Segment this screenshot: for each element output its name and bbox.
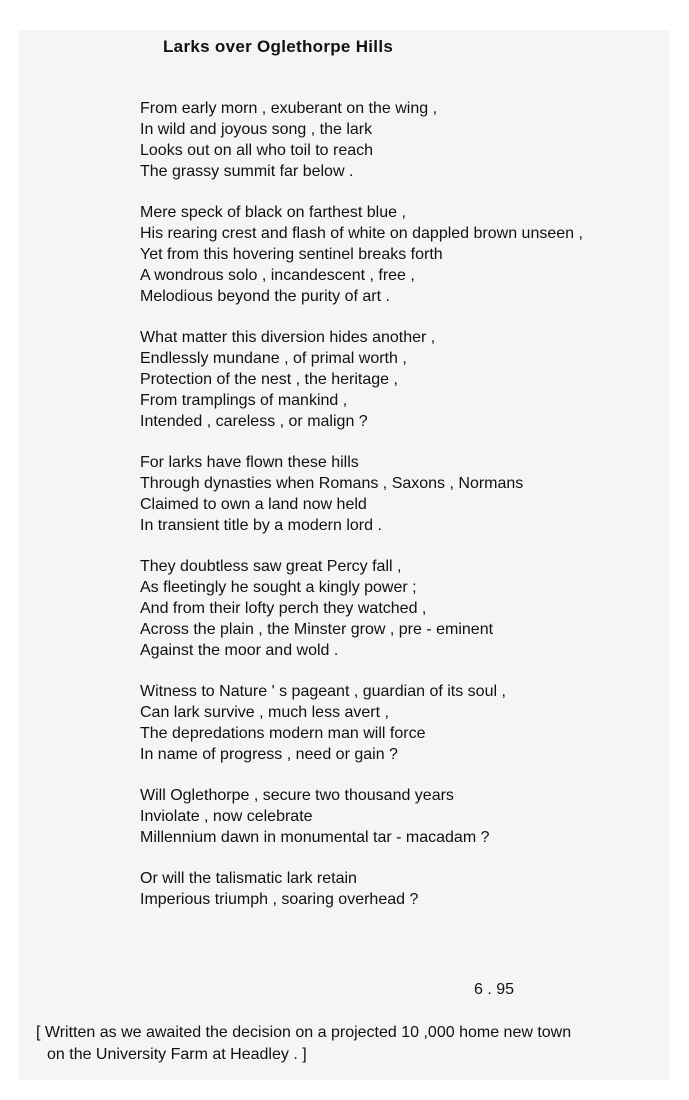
poem-line: What matter this diversion hides another , <box>140 329 436 346</box>
poem-line: A wondrous solo , incandescent , free , <box>140 267 415 284</box>
poem-line: They doubtless saw great Percy fall , <box>140 558 402 575</box>
footnote-line: on the University Farm at Headley . ] <box>47 1046 307 1063</box>
poem-line: The grassy summit far below . <box>140 163 354 180</box>
stanza <box>140 785 670 848</box>
poem-line: Imperious triumph , soaring overhead ? <box>140 891 419 908</box>
poem-line: For larks have flown these hills <box>140 454 359 471</box>
stanza <box>140 452 670 536</box>
stanza <box>140 868 670 910</box>
stanza <box>140 202 670 307</box>
poem-line: In name of progress , need or gain ? <box>140 746 398 763</box>
poem-line: As fleetingly he sought a kingly power ; <box>140 579 417 596</box>
footnote-line: [ Written as we awaited the decision on a projected 10 ,000 home new town <box>36 1024 572 1041</box>
poem-line: The depredations modern man will force <box>140 725 426 742</box>
footnote <box>36 1022 571 1066</box>
poem-line: Will Oglethorpe , secure two thousand years <box>140 787 454 804</box>
poem-date: 6 . 95 <box>474 981 515 998</box>
poem-line: Mere speck of black on farthest blue , <box>140 204 406 221</box>
stanza <box>140 327 670 432</box>
poem-line: Against the moor and wold . <box>140 642 339 659</box>
poem-line: Intended , careless , or malign ? <box>140 413 368 430</box>
poem-line: Or will the talismatic lark retain <box>140 870 357 887</box>
poem-line: From tramplings of mankind , <box>140 392 348 409</box>
poem-line: Melodious beyond the purity of art . <box>140 288 390 305</box>
poem-line: In transient title by a modern lord . <box>140 517 382 534</box>
poem-line: Endlessly mundane , of primal worth , <box>140 350 407 367</box>
poem-line: In wild and joyous song , the lark <box>140 121 373 138</box>
poem-line: And from their lofty perch they watched , <box>140 600 427 617</box>
poem-line: Claimed to own a land now held <box>140 496 367 513</box>
poem-line: From early morn , exuberant on the wing , <box>140 100 438 117</box>
poem-line: Protection of the nest , the heritage , <box>140 371 398 388</box>
poem-body <box>140 98 670 930</box>
stanza <box>140 556 670 661</box>
poem-line: Witness to Nature ' s pageant , guardian of its soul , <box>140 683 506 700</box>
poem-line: Across the plain , the Minster grow , pre - eminent <box>140 621 494 638</box>
poem-line: Inviolate , now celebrate <box>140 808 313 825</box>
poem-line: Looks out on all who toil to reach <box>140 142 374 159</box>
poem-line: Can lark survive , much less avert , <box>140 704 389 721</box>
poem-line: Yet from this hovering sentinel breaks forth <box>140 246 443 263</box>
poem-title: Larks over Oglethorpe Hills <box>163 37 394 56</box>
poem-line: Millennium dawn in monumental tar - macadam ? <box>140 829 490 846</box>
stanza <box>140 98 670 182</box>
poem-line: His rearing crest and flash of white on dappled brown unseen , <box>140 225 583 242</box>
poem-line: Through dynasties when Romans , Saxons , Normans <box>140 475 524 492</box>
stanza <box>140 681 670 765</box>
